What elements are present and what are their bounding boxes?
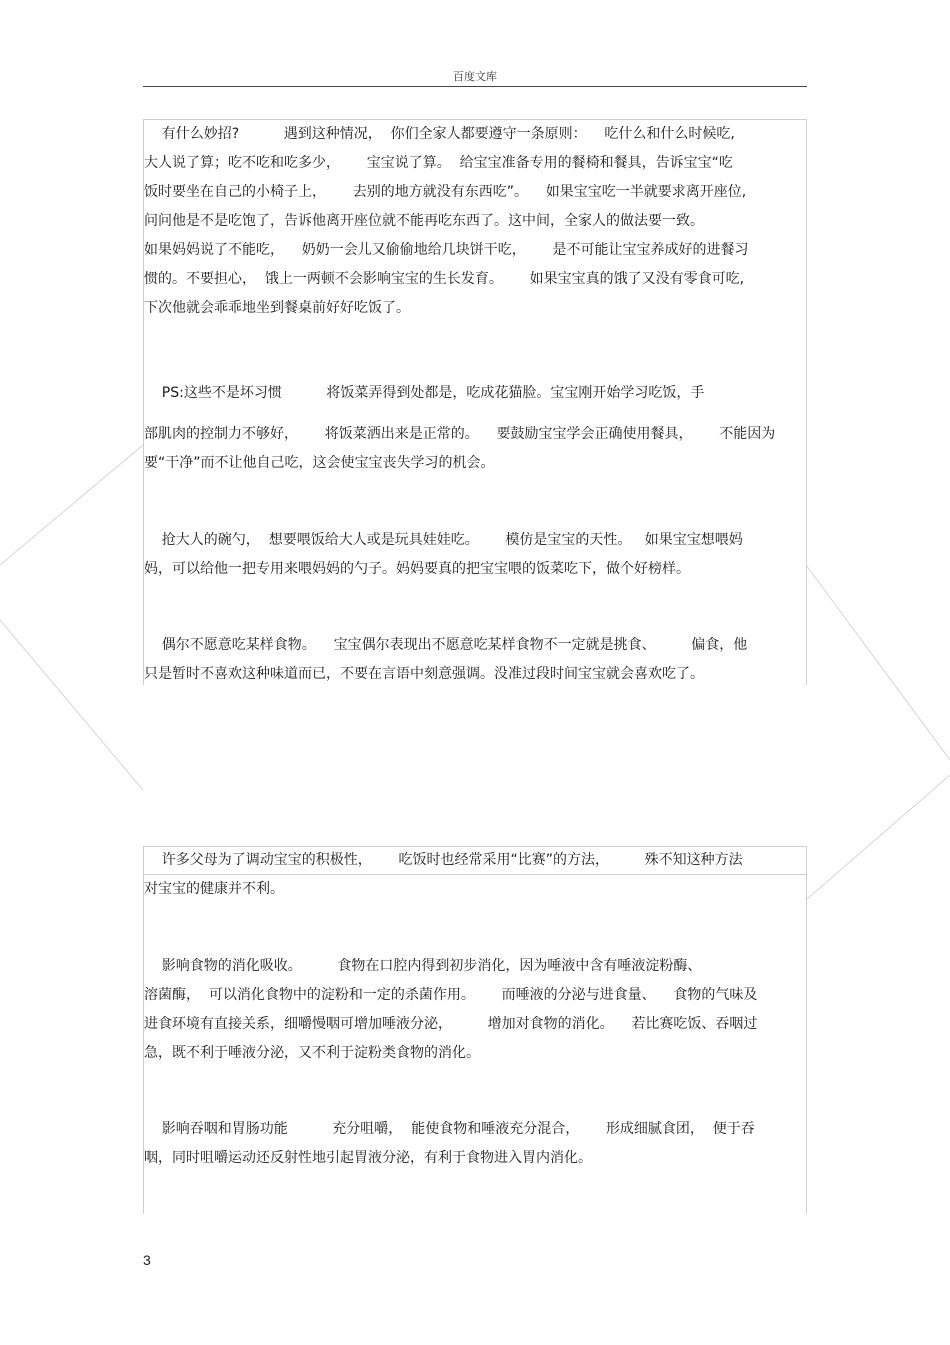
paragraph-6-line-4: 急，既不利于唾液分泌，又不利于淀粉类食物的消化。: [144, 1045, 480, 1061]
fold-line-left-lower: [0, 620, 143, 790]
fold-line-right-upper: [806, 565, 950, 760]
paragraph-1-line-4: 问问他是不是吃饱了，告诉他离开座位就不能再吃东西了。这中间，全家人的做法要一致。: [144, 213, 704, 229]
paragraph-3-line-2: 妈，可以给他一把专用来喂妈妈的勺子。妈妈要真的把宝宝喂的饭菜吃下，做个好榜样。: [144, 561, 690, 577]
paragraph-1-line-5: 如果妈妈说了不能吃， 奶奶一会儿又偷偷地给几块饼干吃， 是不可能让宝宝养成好的进餐习: [144, 242, 749, 258]
paragraph-6-line-1: 影响食物的消化吸收。 食物在口腔内得到初步消化，因为唾液中含有唾液淀粉酶、: [144, 958, 702, 974]
fold-line-left-upper: [0, 445, 143, 565]
paragraph-6-line-2: 溶菌酶， 可以消化食物中的淀粉和一定的杀菌作用。 而唾液的分泌与进食量、 食物的气味及: [144, 987, 758, 1003]
paragraph-5-line-1: 许多父母为了调动宝宝的积极性， 吃饭时也经常采用“比赛”的方法， 殊不知这种方法: [144, 852, 743, 868]
paragraph-2-line-1: PS:这些不是坏习惯 将饭菜弄得到处都是，吃成花猫脸。宝宝刚开始学习吃饭，手: [144, 385, 705, 401]
page-header: 百度文库: [453, 70, 497, 83]
paragraph-4-line-2: 只是暂时不喜欢这种味道而已，不要在言语中刻意强调。没准过段时间宝宝就会喜欢吃了。: [144, 666, 704, 682]
paragraph-1-line-7: 下次他就会乖乖地坐到餐桌前好好吃饭了。: [144, 300, 410, 316]
paragraph-3-line-1: 抢大人的碗勺， 想要喂饭给大人或是玩具娃娃吃。 模仿是宝宝的天性。 如果宝宝想喂妈: [144, 532, 743, 548]
paragraph-4-line-1: 偶尔不愿意吃某样食物。 宝宝偶尔表现出不愿意吃某样食物不一定就是挑食、 偏食，他: [144, 637, 748, 653]
page-number: 3: [143, 1252, 151, 1268]
paragraph-1-line-2: 大人说了算；吃不吃和吃多少， 宝宝说了算。 给宝宝准备专用的餐椅和餐具，告诉宝宝“吃: [144, 155, 733, 171]
fold-line-right-lower: [806, 775, 950, 900]
paragraph-2-line-3: 要“干净”而不让他自己吃，这会使宝宝丧失学习的机会。: [144, 455, 495, 471]
paragraph-7-line-2: 咽，同时咀嚼运动还反射性地引起胃液分泌，有利于食物进入胃内消化。: [144, 1150, 592, 1166]
paragraph-1-line-1: 有什么妙招? 遇到这种情况， 你们全家人都要遵守一条原则： 吃什么和什么时候吃,: [144, 126, 735, 142]
paragraph-2-line-2: 部肌肉的控制力不够好， 将饭菜洒出来是正常的。 要鼓励宝宝学会正确使用餐具， 不能因为: [144, 426, 776, 442]
paragraph-1-line-6: 惯的。不要担心， 饿上一两顿不会影响宝宝的生长发育。 如果宝宝真的饿了又没有零食可吃,: [144, 271, 745, 287]
paragraph-1-line-3: 饭时要坐在自己的小椅子上， 去别的地方就没有东西吃”。 如果宝宝吃一半就要求离开座位,: [144, 184, 747, 200]
paragraph-6-line-3: 进食环境有直接关系，细嚼慢咽可增加唾液分泌， 增加对食物的消化。 若比赛吃饭、吞咽过: [144, 1016, 758, 1032]
paragraph-5-line-2: 对宝宝的健康并不利。: [144, 881, 284, 897]
paragraph-7-line-1: 影响吞咽和胃肠功能 充分咀嚼， 能使食物和唾液充分混合， 形成细腻食团， 便于吞: [144, 1121, 755, 1137]
